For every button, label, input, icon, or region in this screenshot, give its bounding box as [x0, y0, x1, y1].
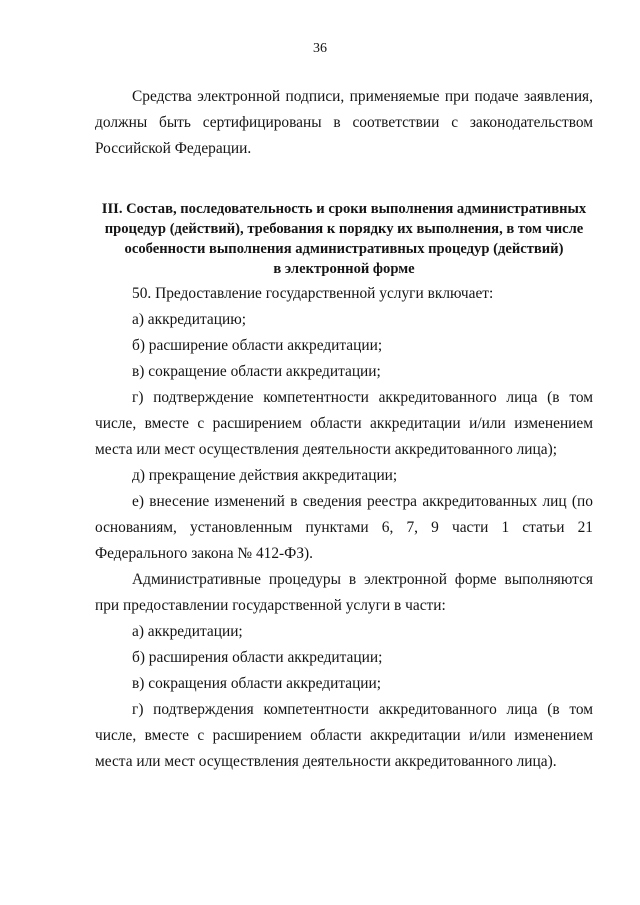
clause-50: 50. Предоставление государственной услуги включает:	[132, 285, 494, 302]
page-number: 36	[313, 41, 327, 56]
list-item-a-2: а) аккредитации;	[132, 623, 243, 640]
section-heading-line: III. Состав, последовательность и сроки выполнения административных	[101, 201, 587, 217]
list-item-f: е) внесение изменений в сведения реестра аккредитованных лиц (по основаниям, установленным пунктами 6, 7, 9 части 1 статьи 21 Федерального закона № 412-ФЗ).	[95, 493, 593, 562]
list-item-c: в) сокращение области аккредитации;	[132, 363, 381, 380]
intro-paragraph: Средства электронной подписи, применяемые при подаче заявления, должны быть сертифицированы в соответствии с законодательством Российской Федерации.	[95, 88, 593, 157]
list-item-c-2: в) сокращения области аккредитации;	[132, 675, 382, 692]
list-item-b-2: б) расширения области аккредитации;	[132, 649, 383, 666]
list-item-d-2: г) подтверждения компетентности аккредитованного лица (в том числе, вместе с расширением области аккредитации и/или изменением места или мест осуществления деятельности аккредитованного лица).	[95, 701, 593, 770]
section-heading-line: особенности выполнения административных процедур (действий)	[124, 241, 564, 257]
section-heading-line: в электронной форме	[273, 261, 415, 277]
list-item-b: б) расширение области аккредитации;	[132, 337, 383, 354]
section-heading-line: процедур (действий), требования к порядку их выполнения, в том числе	[104, 221, 584, 237]
section-heading	[95, 199, 593, 279]
electronic-form-paragraph: Административные процедуры в электронной форме выполняются при предоставлении государственной услуги в части:	[95, 571, 593, 614]
intro-block	[95, 84, 593, 162]
list-item-e: д) прекращение действия аккредитации;	[132, 467, 398, 484]
content-block	[95, 281, 593, 775]
list-item-a: а) аккредитацию;	[132, 311, 246, 328]
list-item-d: г) подтверждение компетентности аккредитованного лица (в том числе, вместе с расширением области аккредитации и/или изменением места или мест осуществления деятельности аккредитованного лица);	[95, 389, 593, 458]
